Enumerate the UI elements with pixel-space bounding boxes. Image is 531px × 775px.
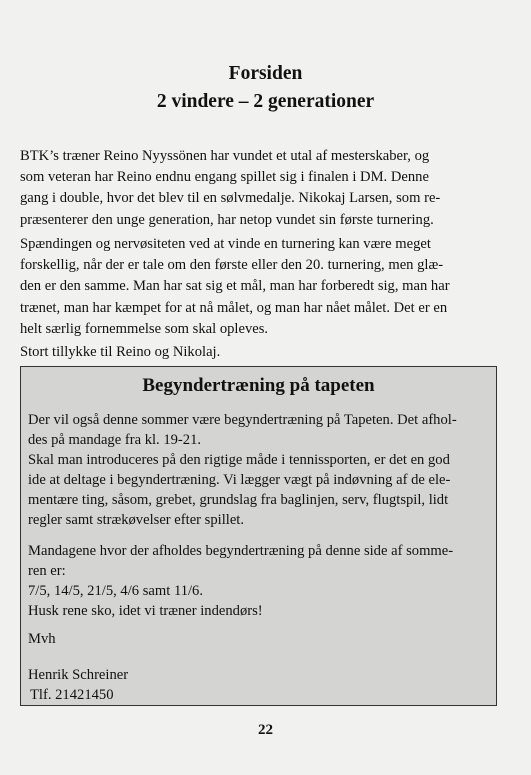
title-line-1: Forsiden: [228, 63, 303, 84]
notice-closing: [28, 629, 494, 649]
paragraph-line: helt særlig fornemmelse som skal opleves.: [20, 320, 269, 337]
notice-line: Der vil også denne sommer være begyndertræning på Tapeten. Det afhol-: [28, 412, 457, 428]
page-number: 22: [258, 722, 273, 738]
paragraph-line: som veteran har Reino endnu engang spillet sig i finalen i DM. Denne: [20, 169, 429, 186]
paragraph-line: Stort tillykke til Reino og Nikolaj.: [20, 344, 221, 360]
article-title: [0, 60, 531, 116]
notice-block-1: [28, 410, 494, 530]
paragraph-line: Spændingen og nervøsiteten ved at vinde en turnering kan være meget: [20, 236, 431, 252]
notice-line: Skal man introduceres på den rigtige måde i tennissporten, er det en god: [28, 452, 450, 468]
notice-line: Mandagene hvor der afholdes begyndertræning på denne side af somme-: [28, 543, 454, 559]
signature-phone: Tlf. 21421450: [30, 687, 114, 703]
paragraph-line: forskellig, når der er tale om den første eller den 20. turnering, men glæ-: [20, 257, 444, 274]
paragraph-line: gang i double, hvor det blev til en sølvmedalje. Nikokaj Larsen, som re-: [20, 190, 441, 207]
notice-line: 7/5, 14/5, 21/5, 4/6 samt 11/6.: [28, 583, 203, 599]
paragraph-1: [20, 146, 510, 231]
paragraph-3: [20, 342, 510, 363]
signature-name: Henrik Schreiner: [28, 667, 129, 683]
notice-line: regler samt strækøvelser efter spillet.: [28, 512, 244, 528]
notice-signature: [28, 665, 494, 705]
notice-block-2: [28, 541, 494, 621]
notice-line: ren er:: [28, 563, 66, 579]
paragraph-line: trænet, man har kæmpet for at nå målet, og man har nået målet. Det er en: [20, 299, 448, 316]
notice-line: Husk rene sko, idet vi træner indendørs!: [28, 603, 263, 619]
paragraph-line: præsenterer den unge generation, har netop vundet sin første turnering.: [20, 211, 434, 228]
closing-text: Mvh: [28, 631, 56, 647]
notice-line: des på mandage fra kl. 19-21.: [28, 432, 202, 448]
paragraph-line: BTK’s træner Reino Nyyssönen har vundet et utal af mesterskaber, og: [20, 148, 430, 164]
paragraph-2: [20, 234, 510, 340]
paragraph-line: den er den samme. Man har sat sig et mål, man har forberedt sig, man har: [20, 278, 450, 295]
notice-line: mentære ting, såsom, grebet, grundslag fra baglinjen, serv, flugtspil, lidt: [28, 492, 449, 508]
title-line-2: 2 vindere – 2 generationer: [156, 91, 375, 112]
notice-title: Begyndertræning på tapeten: [142, 375, 375, 396]
notice-box: [20, 366, 497, 706]
notice-line: ide at deltage i begyndertræning. Vi lægger vægt på indøvning af de ele-: [28, 472, 451, 488]
